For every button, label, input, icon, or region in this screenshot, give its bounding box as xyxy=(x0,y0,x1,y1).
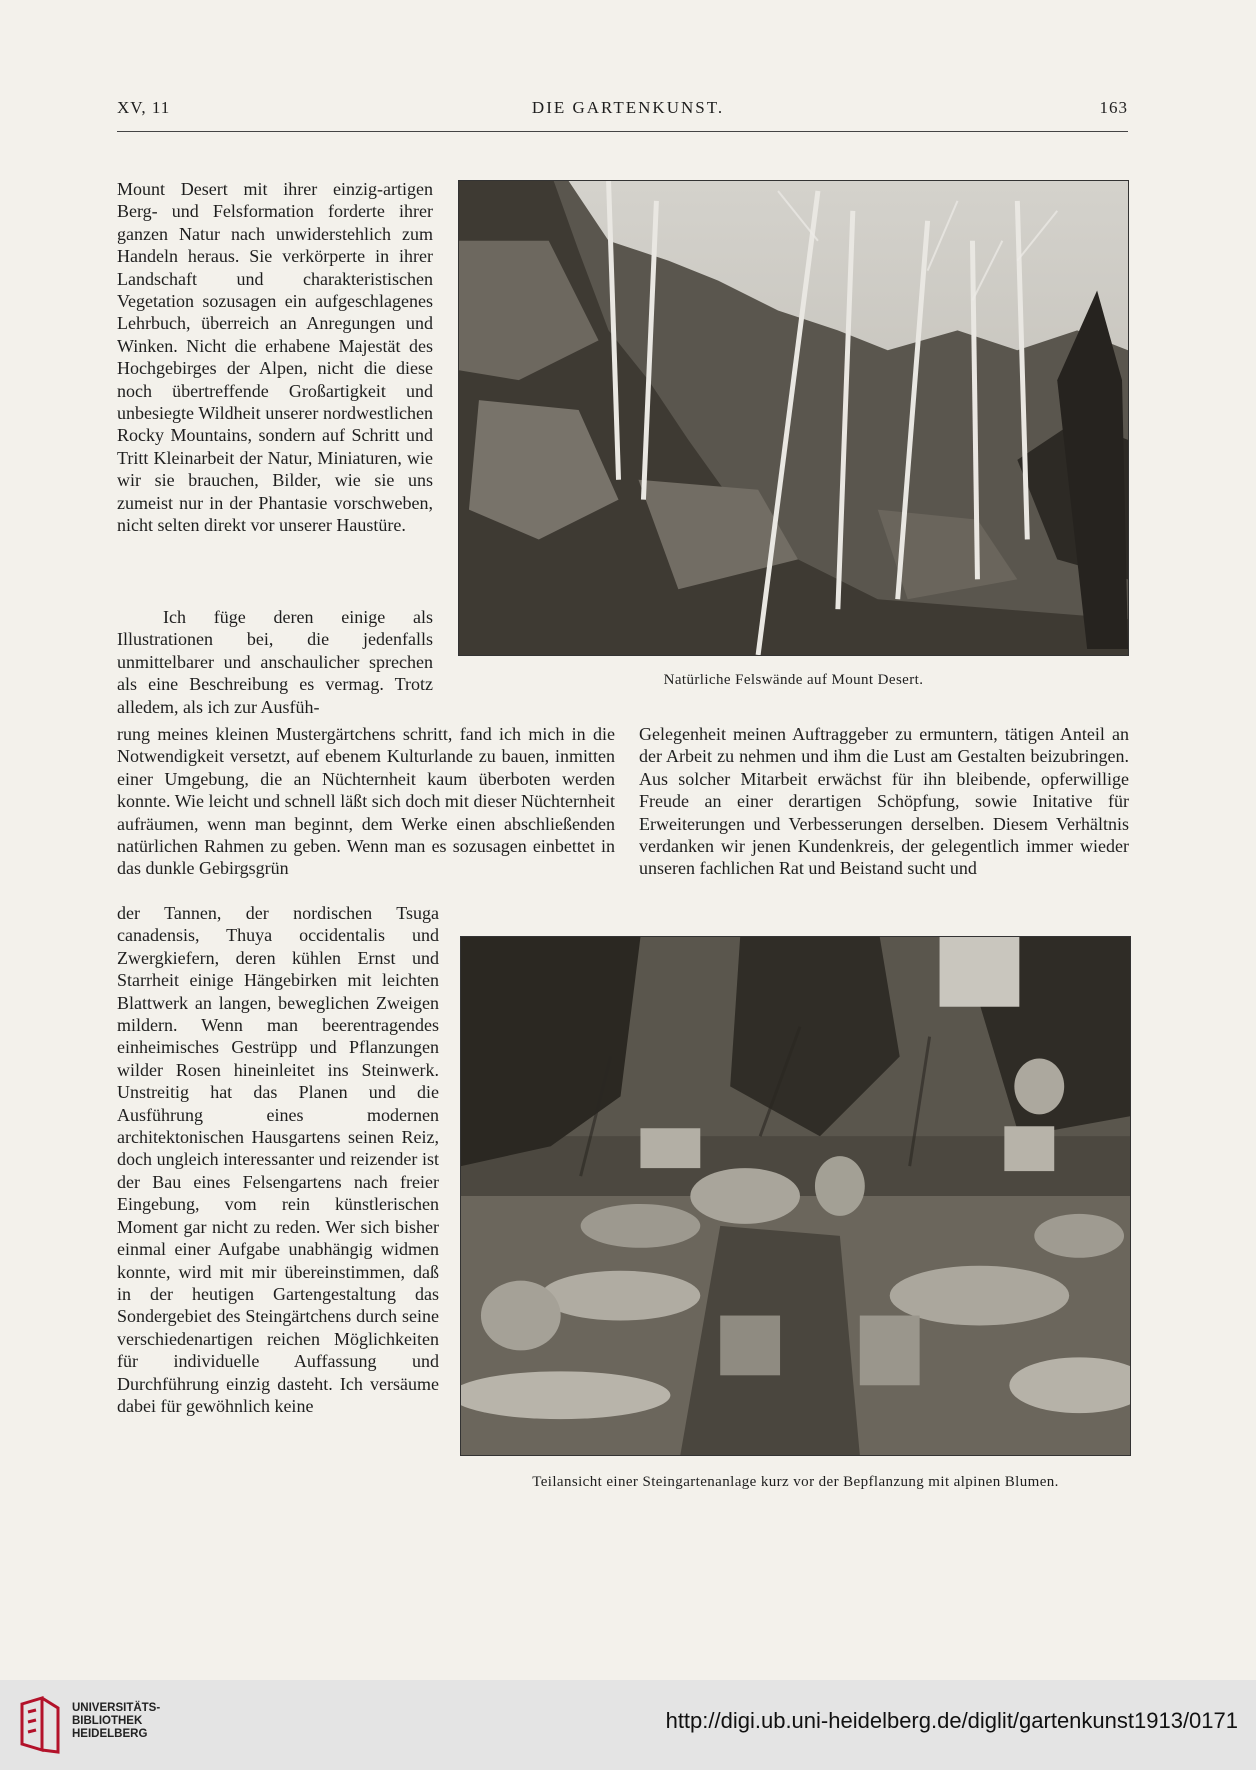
source-url[interactable]: http://digi.ub.uni-heidelberg.de/diglit/gartenkunst1913/0171 xyxy=(665,1708,1238,1733)
rock-walls-image xyxy=(459,181,1128,655)
paragraph-full-right: Gelegenheit meinen Auftraggeber zu ermuntern, tätigen Anteil an der Arbeit zu nehmen und ihm die Lust am Gestalten beizubringen. Aus solcher Mitarbeit erwächst für ihn bleibende, opferwillige Freude an einer derartigen Schöpfung, sowie Initative für Erweiterungen und Verbesserungen derselben. Diesem Verhältnis verdanken wir jenen Kundenkreis, der gelegentlich immer wieder unseren fachlichen Rat und Beistand sucht und xyxy=(639,724,1129,879)
paragraph-mount-desert: Mount Desert mit ihrer einzig-artigen Berg- und Felsformation forderte ihrer ganzen Natur nach unwiderstehlich zum Handeln heraus. Sie verkörperte in ihrer Landschaft und charakteristischen Vegetation sozusagen ein aufgeschlagenes Lehrbuch, überreich an Anregungen und Winken. Nicht die erhabene Majestät des Hochgebirges der Alpen, nicht die diese noch übertreffende Großartigkeit und unbesiegte Wildheit unserer nordwestlichen Rocky Mountains, sondern auf Schritt und Tritt Kleinarbeit der Natur, Miniaturen, wie wir sie brauchen, Bilder, wie sie uns zumeist nur in der Phantasie vorschweben, nicht selten direkt vor unserer Haustüre. xyxy=(117,179,433,536)
caption-rock-garden: Teilansicht einer Steingartenanlage kurz vor der Bepflanzung mit alpinen Blumen. xyxy=(532,1474,1059,1490)
paragraph-full-left: rung meines kleinen Mustergärtchens schritt, fand ich mich in die Notwendigkeit versetzt, auf ebenem Kulturlande zu bauen, inmitten einer Umgebung, die an Nüchternheit kaum überboten werden konnte. Wie leicht und schnell läßt sich doch mit dieser Nüchternheit aufräumen, wenn man beginnt, dem Werke einen abschließenden natürlichen Rahmen zu geben. Wenn man es sozusagen einbettet in das dunkle Gebirgsgrün xyxy=(117,724,615,879)
volume-issue: XV, 11 xyxy=(117,98,171,117)
library-name-line-2: BIBLIOTHEK xyxy=(72,1715,143,1727)
page-number: 163 xyxy=(1099,98,1128,117)
paragraph-illustrations: Ich füge deren einige als Illustrationen bei, die jedenfalls unmittelbarer und anschaulicher sprechen als eine Beschreibung es vermag. Trotz alledem, als ich zur Ausfüh- xyxy=(117,607,433,717)
header-rule xyxy=(117,131,1128,132)
caption-rock-walls: Natürliche Felswände auf Mount Desert. xyxy=(663,672,924,688)
photo-rock-garden xyxy=(460,936,1131,1456)
university-library-logo-icon xyxy=(18,1694,62,1754)
journal-title: DIE GARTENKUNST. xyxy=(531,98,725,117)
library-name xyxy=(72,1702,160,1741)
library-footer xyxy=(0,1680,1256,1770)
library-name-line-3: HEIDELBERG xyxy=(72,1728,148,1740)
rock-garden-image xyxy=(461,937,1130,1455)
photo-rock-walls xyxy=(458,180,1129,656)
library-name-line-1: UNIVERSITÄTS- xyxy=(72,1702,161,1714)
paragraph-rock-garden: der Tannen, der nordischen Tsuga canadensis, Thuya occidentalis und Zwergkiefern, deren kühlen Ernst und Starrheit einige Hängebirken mit leichten Blattwerk an langen, beweglichen Zweigen mildern. Wenn man beerentragendes einheimisches Gestrüpp und Pflanzungen wilder Rosen hineinleitet ins Steinwerk. Unstreitig hat das Planen und die Ausführung eines modernen architektonischen Hausgartens seinen Reiz, doch ungleich interessanter und reizender ist der Bau eines Felsengartens nach freier Eingebung, vom rein künstlerischen Moment gar nicht zu reden. Wer sich bisher einmal einer Aufgabe unabhängig widmen konnte, wird mit mir übereinstimmen, daß in der heutigen Gartengestaltung das Sondergebiet des Steingärtchens durch seine verschiedenartigen reichen Möglichkeiten für individuelle Auffassung und Durchführung einzig dasteht. Ich versäume dabei für gewöhnlich keine xyxy=(117,903,439,1416)
